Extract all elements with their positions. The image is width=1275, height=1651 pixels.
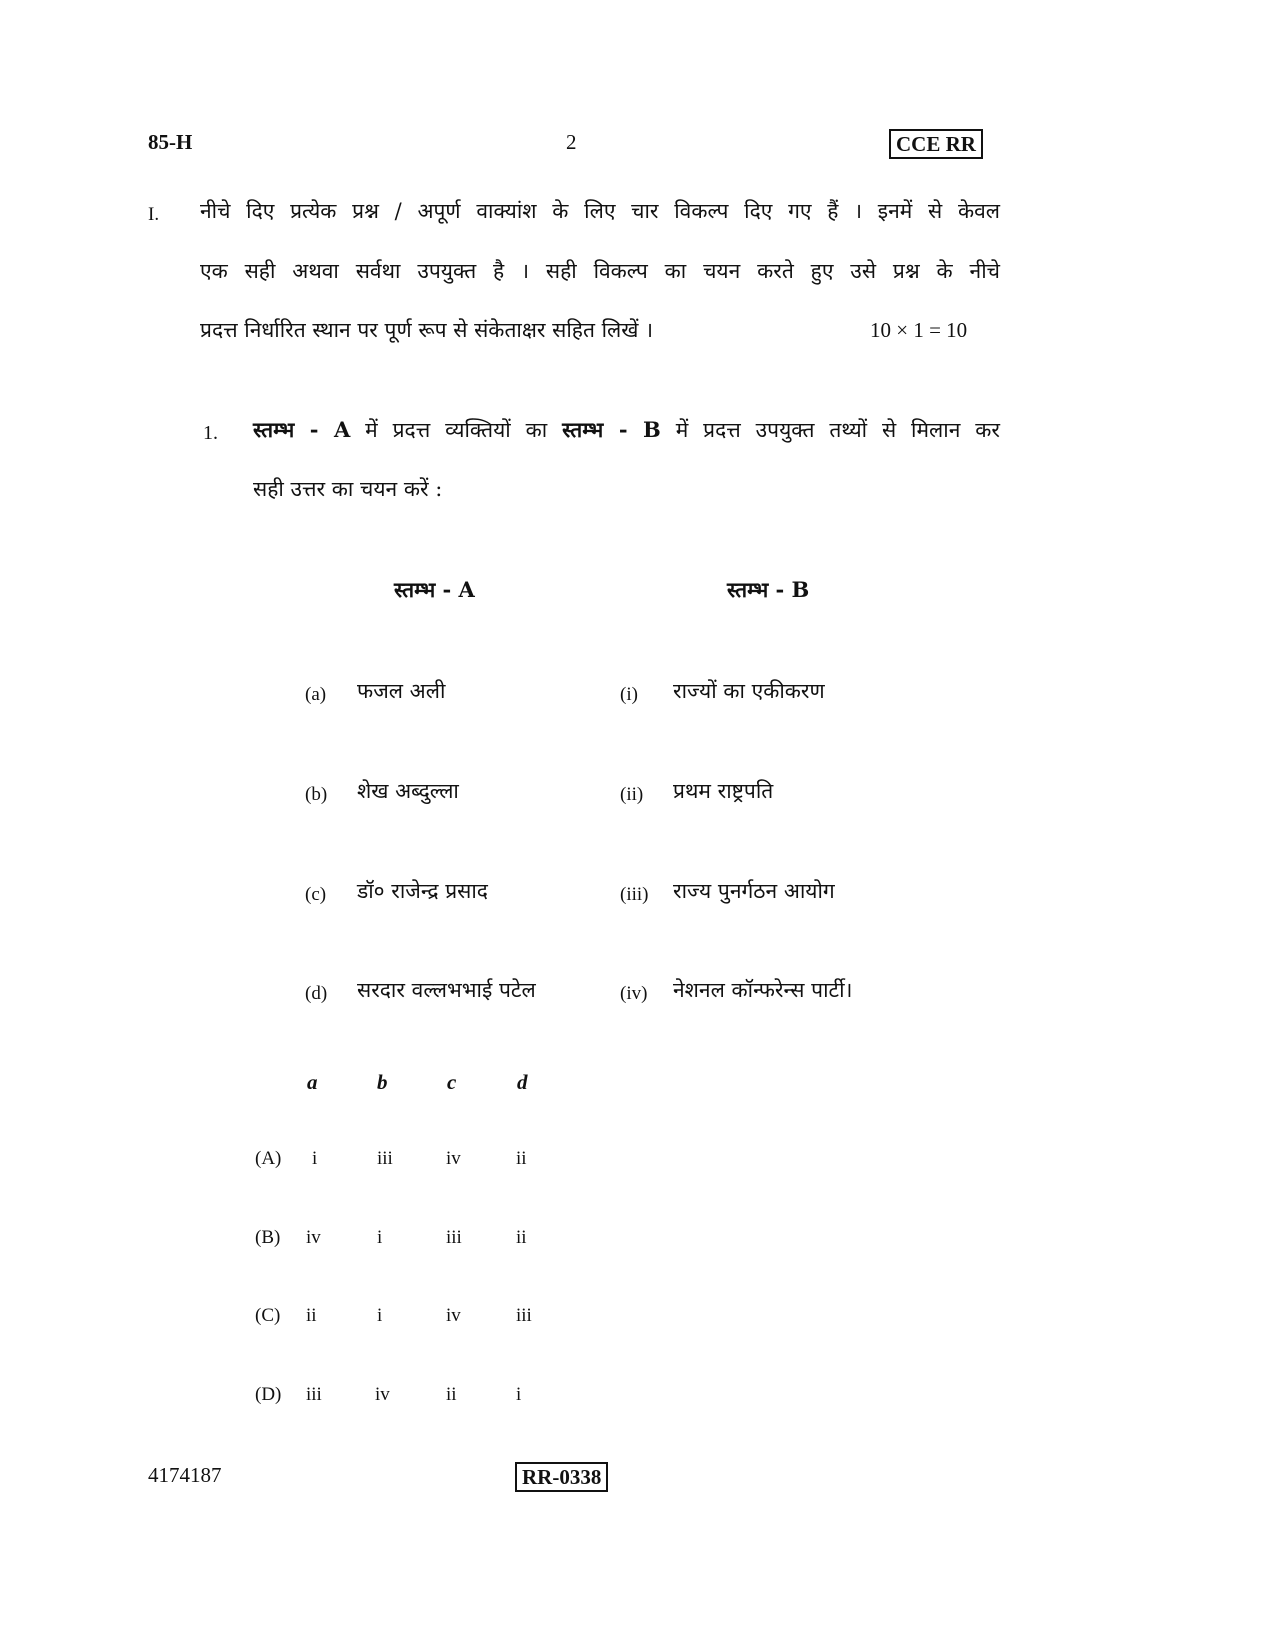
question-text-line-1 [253,416,1000,444]
question-number: 1. [203,422,218,444]
column-a-item: डॉ० राजेन्द्र प्रसाद [357,879,488,903]
option-header-b: b [377,1070,388,1094]
column-b-item: प्रथम राष्ट्रपति [673,779,774,803]
option-value: i [377,1227,383,1248]
column-a-item: शेख अब्दुल्ला [357,779,459,803]
option-header-c: c [447,1070,457,1094]
option-value: iii [377,1148,393,1169]
option-value: ii [306,1305,317,1326]
column-b-label: (iii) [620,884,649,905]
option-value: iii [516,1305,532,1326]
question-text-part-2: में प्रदत्त उपयुक्त तथ्यों से मिलान कर [660,418,1000,442]
option-value: i [516,1384,522,1405]
option-value: ii [516,1148,527,1169]
instruction-line-2: एक सही अथवा सर्वथा उपयुक्त है । सही विकल्प का चयन करते हुए उसे प्रश्न के नीचे [200,259,1000,283]
column-a-item: फजल अली [357,679,446,703]
option-header-d: d [517,1070,528,1094]
column-a-item: सरदार वल्लभभाई पटेल [357,978,536,1002]
page-number: 2 [566,130,577,154]
option-label: (C) [255,1305,281,1326]
question-text-part-1: में प्रदत्त व्यक्तियों का [350,418,563,442]
option-value: ii [446,1384,457,1405]
column-a-label: (c) [305,884,327,905]
footer-series-box: RR-0338 [515,1462,608,1492]
column-b-item: नेशनल कॉन्फरेन्स पार्टी। [673,978,853,1002]
column-a-label: (d) [305,983,328,1004]
option-value: i [312,1148,318,1169]
option-header-a: a [307,1070,318,1094]
column-b-heading: स्तम्भ - B [727,577,810,602]
option-value: iv [446,1148,461,1169]
column-b-item: राज्यों का एकीकरण [673,679,825,703]
section-number: I. [148,204,160,225]
instruction-line-1: नीचे दिए प्रत्येक प्रश्न / अपूर्ण वाक्यांश के लिए चार विकल्प दिए गए हैं । इनमें से केवल [200,199,1000,223]
instruction-line-3: प्रदत्त निर्धारित स्थान पर पूर्ण रूप से संकेताक्षर सहित लिखें । [200,318,654,342]
series-box: CCE RR [889,129,983,159]
column-b-item: राज्य पुनर्गठन आयोग [673,879,835,903]
option-value: iv [306,1227,321,1248]
column-a-label: (a) [305,684,327,705]
option-value: iii [446,1227,462,1248]
paper-code: 85-H [148,130,193,154]
column-a-ref: स्तम्भ - A [253,417,351,442]
column-b-label: (iv) [620,983,648,1004]
column-b-ref: स्तम्भ - B [562,417,661,442]
question-text-line-2: सही उत्तर का चयन करें : [253,477,443,501]
column-a-label: (b) [305,784,328,805]
option-value: i [377,1305,383,1326]
marks-allocation: 10 × 1 = 10 [870,318,968,342]
option-value: iv [375,1384,390,1405]
option-label: (B) [255,1227,281,1248]
option-value: iii [306,1384,322,1405]
option-value: ii [516,1227,527,1248]
column-b-label: (ii) [620,784,644,805]
option-value: iv [446,1305,461,1326]
column-a-heading: स्तम्भ - A [394,577,475,602]
column-b-label: (i) [620,684,638,705]
footer-code-number: 4174187 [148,1463,222,1487]
option-label: (A) [255,1148,282,1169]
option-label: (D) [255,1384,282,1405]
